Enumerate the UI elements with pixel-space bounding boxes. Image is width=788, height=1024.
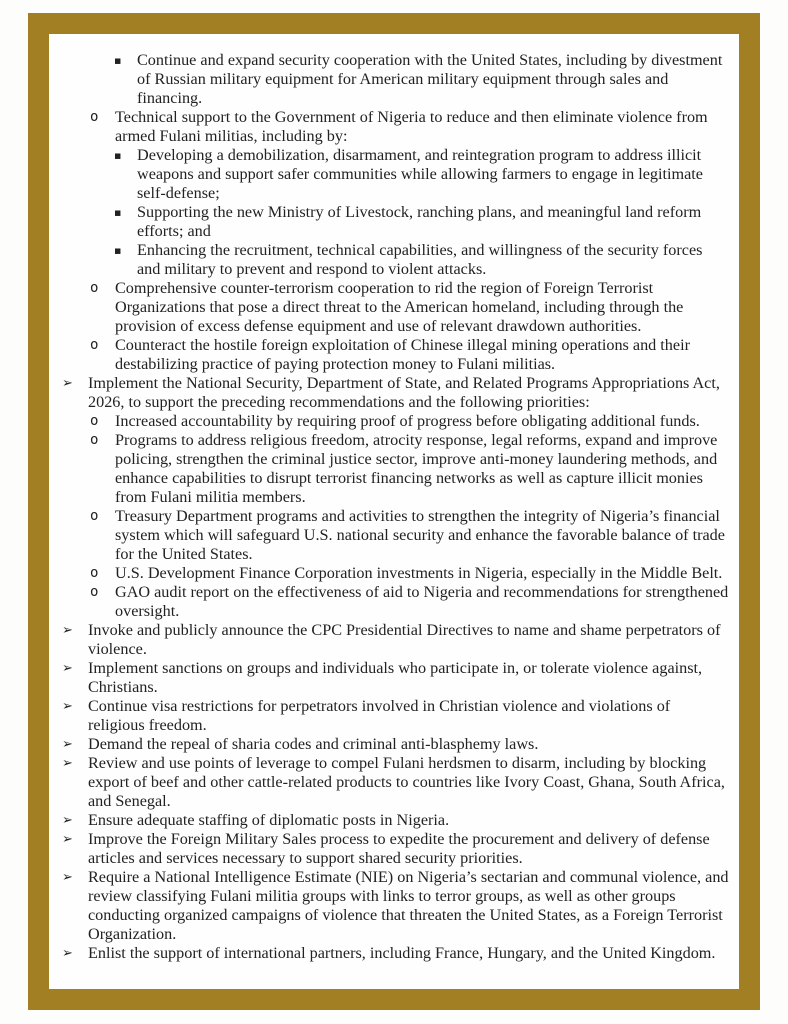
- arrow-bullet-icon: ➢: [62, 832, 73, 847]
- list-item-text: Ensure adequate staffing of diplomatic posts in Nigeria.: [88, 811, 450, 829]
- list-item-text: Supporting the new Ministry of Livestock, ranching plans, and meaningful land reform efforts; and: [137, 203, 702, 240]
- list-item: [49, 697, 729, 735]
- arrow-bullet-icon: ➢: [62, 870, 73, 885]
- list-item: [49, 659, 729, 697]
- circle-bullet-icon: o: [90, 565, 99, 581]
- list-item: [49, 754, 729, 811]
- gold-border-frame: [28, 13, 760, 1010]
- square-bullet-icon: ▪: [114, 149, 122, 162]
- square-bullet-icon: ▪: [114, 244, 122, 257]
- list-item: [49, 241, 729, 279]
- square-bullet-icon: ▪: [114, 54, 122, 67]
- list-item: [49, 830, 729, 868]
- list-item: [49, 944, 729, 963]
- arrow-bullet-icon: ➢: [62, 813, 73, 828]
- list-item-text: Enhancing the recruitment, technical capabilities, and willingness of the security forces and military to prevent and respond to violent attacks.: [137, 241, 703, 278]
- list-item-text: Continue visa restrictions for perpetrators involved in Christian violence and violations of religious freedom.: [88, 697, 671, 734]
- circle-bullet-icon: o: [90, 508, 99, 524]
- arrow-bullet-icon: ➢: [62, 661, 73, 676]
- list-item-text: Require a National Intelligence Estimate (NIE) on Nigeria’s sectarian and communal violence, and review classifying Fulani militia groups with links to terror groups, as well as other groups conducting organized campaigns of violence that threaten the United States, as a Foreign Terrorist Organization.: [88, 868, 729, 943]
- list-item: [49, 507, 729, 564]
- list-item-text: Demand the repeal of sharia codes and criminal anti-blasphemy laws.: [88, 735, 539, 753]
- list-item-text: Counteract the hostile foreign exploitation of Chinese illegal mining operations and their destabilizing practice of paying protection money to Fulani militias.: [115, 336, 690, 373]
- list-item-text: Treasury Department programs and activities to strengthen the integrity of Nigeria’s financial system which will safeguard U.S. national security and enhance the favorable balance of trade for the United States.: [115, 507, 725, 563]
- arrow-bullet-icon: ➢: [62, 737, 73, 752]
- list-item-text: Continue and expand security cooperation with the United States, including by divestment of Russian military equipment for American military equipment through sales and financing.: [137, 51, 723, 107]
- circle-bullet-icon: o: [90, 413, 99, 429]
- list-item-text: Comprehensive counter-terrorism cooperation to rid the region of Foreign Terrorist Organizations that pose a direct threat to the American homeland, including through the provision of excess defense equipment and use of relevant drawdown authorities.: [115, 279, 684, 335]
- list-item-text: U.S. Development Finance Corporation investments in Nigeria, especially in the Middle Belt.: [115, 564, 723, 582]
- circle-bullet-icon: o: [90, 109, 99, 125]
- square-bullet-icon: ▪: [114, 206, 122, 219]
- list-item-text: Implement the National Security, Department of State, and Related Programs Appropriations Act, 2026, to support the preceding recommendations and the following priorities:: [88, 374, 720, 411]
- arrow-bullet-icon: ➢: [62, 946, 73, 961]
- list-item: [49, 279, 729, 336]
- circle-bullet-icon: o: [90, 280, 99, 296]
- list-item: [49, 412, 729, 431]
- list-item-text: Implement sanctions on groups and individuals who participate in, or tolerate violence against, Christians.: [88, 659, 703, 696]
- list-item: [49, 735, 729, 754]
- arrow-bullet-icon: ➢: [62, 623, 73, 638]
- list-item: [49, 51, 729, 108]
- list-item: [49, 336, 729, 374]
- list-item-text: Improve the Foreign Military Sales process to expedite the procurement and delivery of defense articles and services necessary to support shared security priorities.: [88, 830, 710, 867]
- list-item: [49, 108, 729, 146]
- list-item-text: GAO audit report on the effectiveness of aid to Nigeria and recommendations for strengthened oversight.: [115, 583, 729, 620]
- circle-bullet-icon: o: [90, 337, 99, 353]
- list-item-text: Programs to address religious freedom, atrocity response, legal reforms, expand and improve policing, strengthen the criminal justice sector, improve anti-money laundering methods, and enhance capabilities to disrupt terrorist financing networks as well as capture illicit monies from Fulani militia members.: [115, 431, 718, 506]
- list-item: [49, 374, 729, 412]
- list-item: [49, 203, 729, 241]
- recommendations-list: [49, 51, 739, 989]
- circle-bullet-icon: o: [90, 584, 99, 600]
- list-item-text: Technical support to the Government of Nigeria to reduce and then eliminate violence from armed Fulani militias, including by:: [115, 108, 708, 145]
- list-item: [49, 583, 729, 621]
- list-item-text: Review and use points of leverage to compel Fulani herdsmen to disarm, including by blocking export of beef and other cattle-related products to countries like Ivory Coast, Ghana, South Africa, and Senegal.: [88, 754, 725, 810]
- arrow-bullet-icon: ➢: [62, 756, 73, 771]
- list-item: [49, 621, 729, 659]
- list-item: [49, 868, 729, 944]
- list-item-text: Enlist the support of international partners, including France, Hungary, and the United Kingdom.: [88, 944, 716, 962]
- list-item: [49, 811, 729, 830]
- list-item: [49, 431, 729, 507]
- list-item: [49, 564, 729, 583]
- list-item-text: Invoke and publicly announce the CPC Presidential Directives to name and shame perpetrators of violence.: [88, 621, 721, 658]
- list-item-text: Developing a demobilization, disarmament, and reintegration program to address illicit weapons and support safer communities while allowing farmers to engage in legitimate self-defense;: [137, 146, 703, 202]
- circle-bullet-icon: o: [90, 432, 99, 448]
- arrow-bullet-icon: ➢: [62, 376, 73, 391]
- arrow-bullet-icon: ➢: [62, 699, 73, 714]
- list-item-text: Increased accountability by requiring proof of progress before obligating additional funds.: [115, 412, 700, 430]
- list-item: [49, 146, 729, 203]
